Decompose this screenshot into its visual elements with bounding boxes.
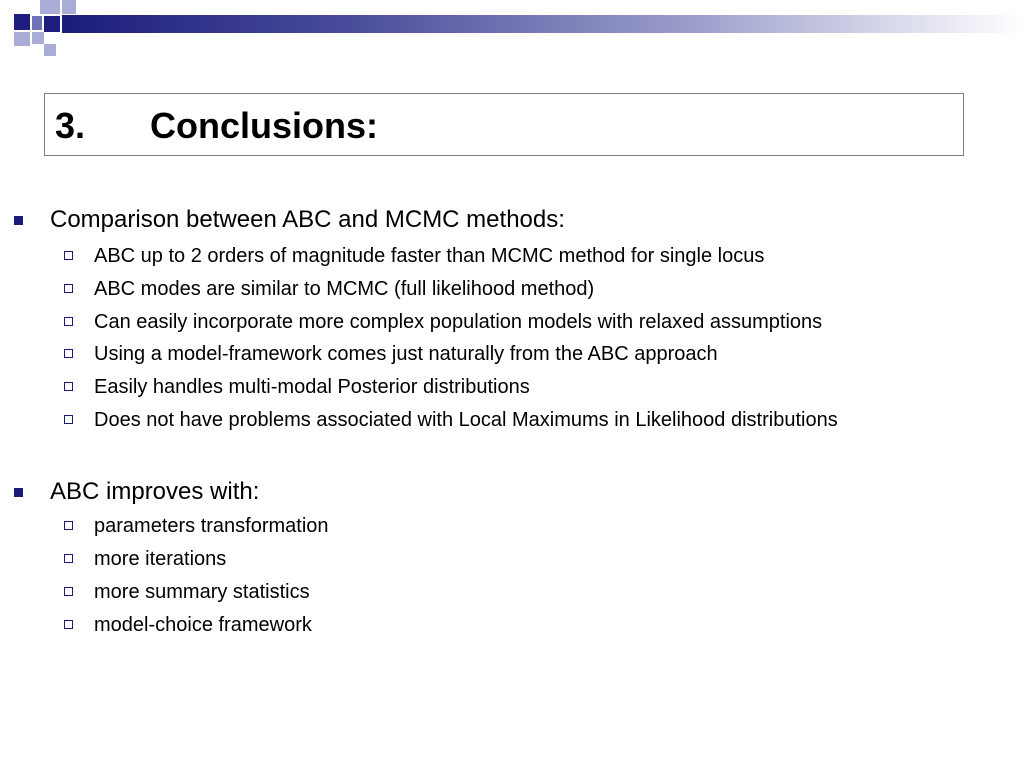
square-bullet-icon [14,216,23,225]
list-item: Easily handles multi-modal Posterior distributions [94,376,530,398]
list-item: Using a model-framework comes just naturally from the ABC approach [94,343,718,365]
list-item: ABC modes are similar to MCMC (full likelihood method) [94,278,595,300]
hollow-square-bullet-icon [64,382,73,391]
hollow-square-bullet-icon [64,349,73,358]
list-item: more iterations [94,548,227,570]
page-title: Conclusions: [150,105,379,146]
section-heading: ABC improves with: [50,478,260,505]
hollow-square-bullet-icon [64,587,73,596]
hollow-square-bullet-icon [64,554,73,563]
hollow-square-bullet-icon [64,415,73,424]
hollow-square-bullet-icon [64,521,73,530]
list-item: more summary statistics [94,581,310,603]
corner-square-light [62,0,76,14]
header-gradient-bar [62,15,1024,33]
corner-square-light [14,32,30,46]
title-number: 3. [55,105,86,146]
list-item: Can easily incorporate more complex population models with relaxed assumptions [94,311,823,333]
corner-square-mid [32,16,42,30]
hollow-square-bullet-icon [64,317,73,326]
hollow-square-bullet-icon [64,620,73,629]
list-item: ABC up to 2 orders of magnitude faster than MCMC method for single locus [94,245,765,267]
corner-square-navy [14,14,30,30]
section-heading: Comparison between ABC and MCMC methods: [50,206,565,233]
corner-square-light [44,44,56,56]
corner-square-navy [44,16,60,32]
list-item: model-choice framework [94,614,312,636]
list-item: Does not have problems associated with Local Maximums in Likelihood distributions [94,409,838,431]
title-box [44,93,964,156]
hollow-square-bullet-icon [64,284,73,293]
corner-square-light [40,0,60,14]
list-item: parameters transformation [94,515,329,537]
square-bullet-icon [14,488,23,497]
hollow-square-bullet-icon [64,251,73,260]
corner-square-light [32,32,44,44]
